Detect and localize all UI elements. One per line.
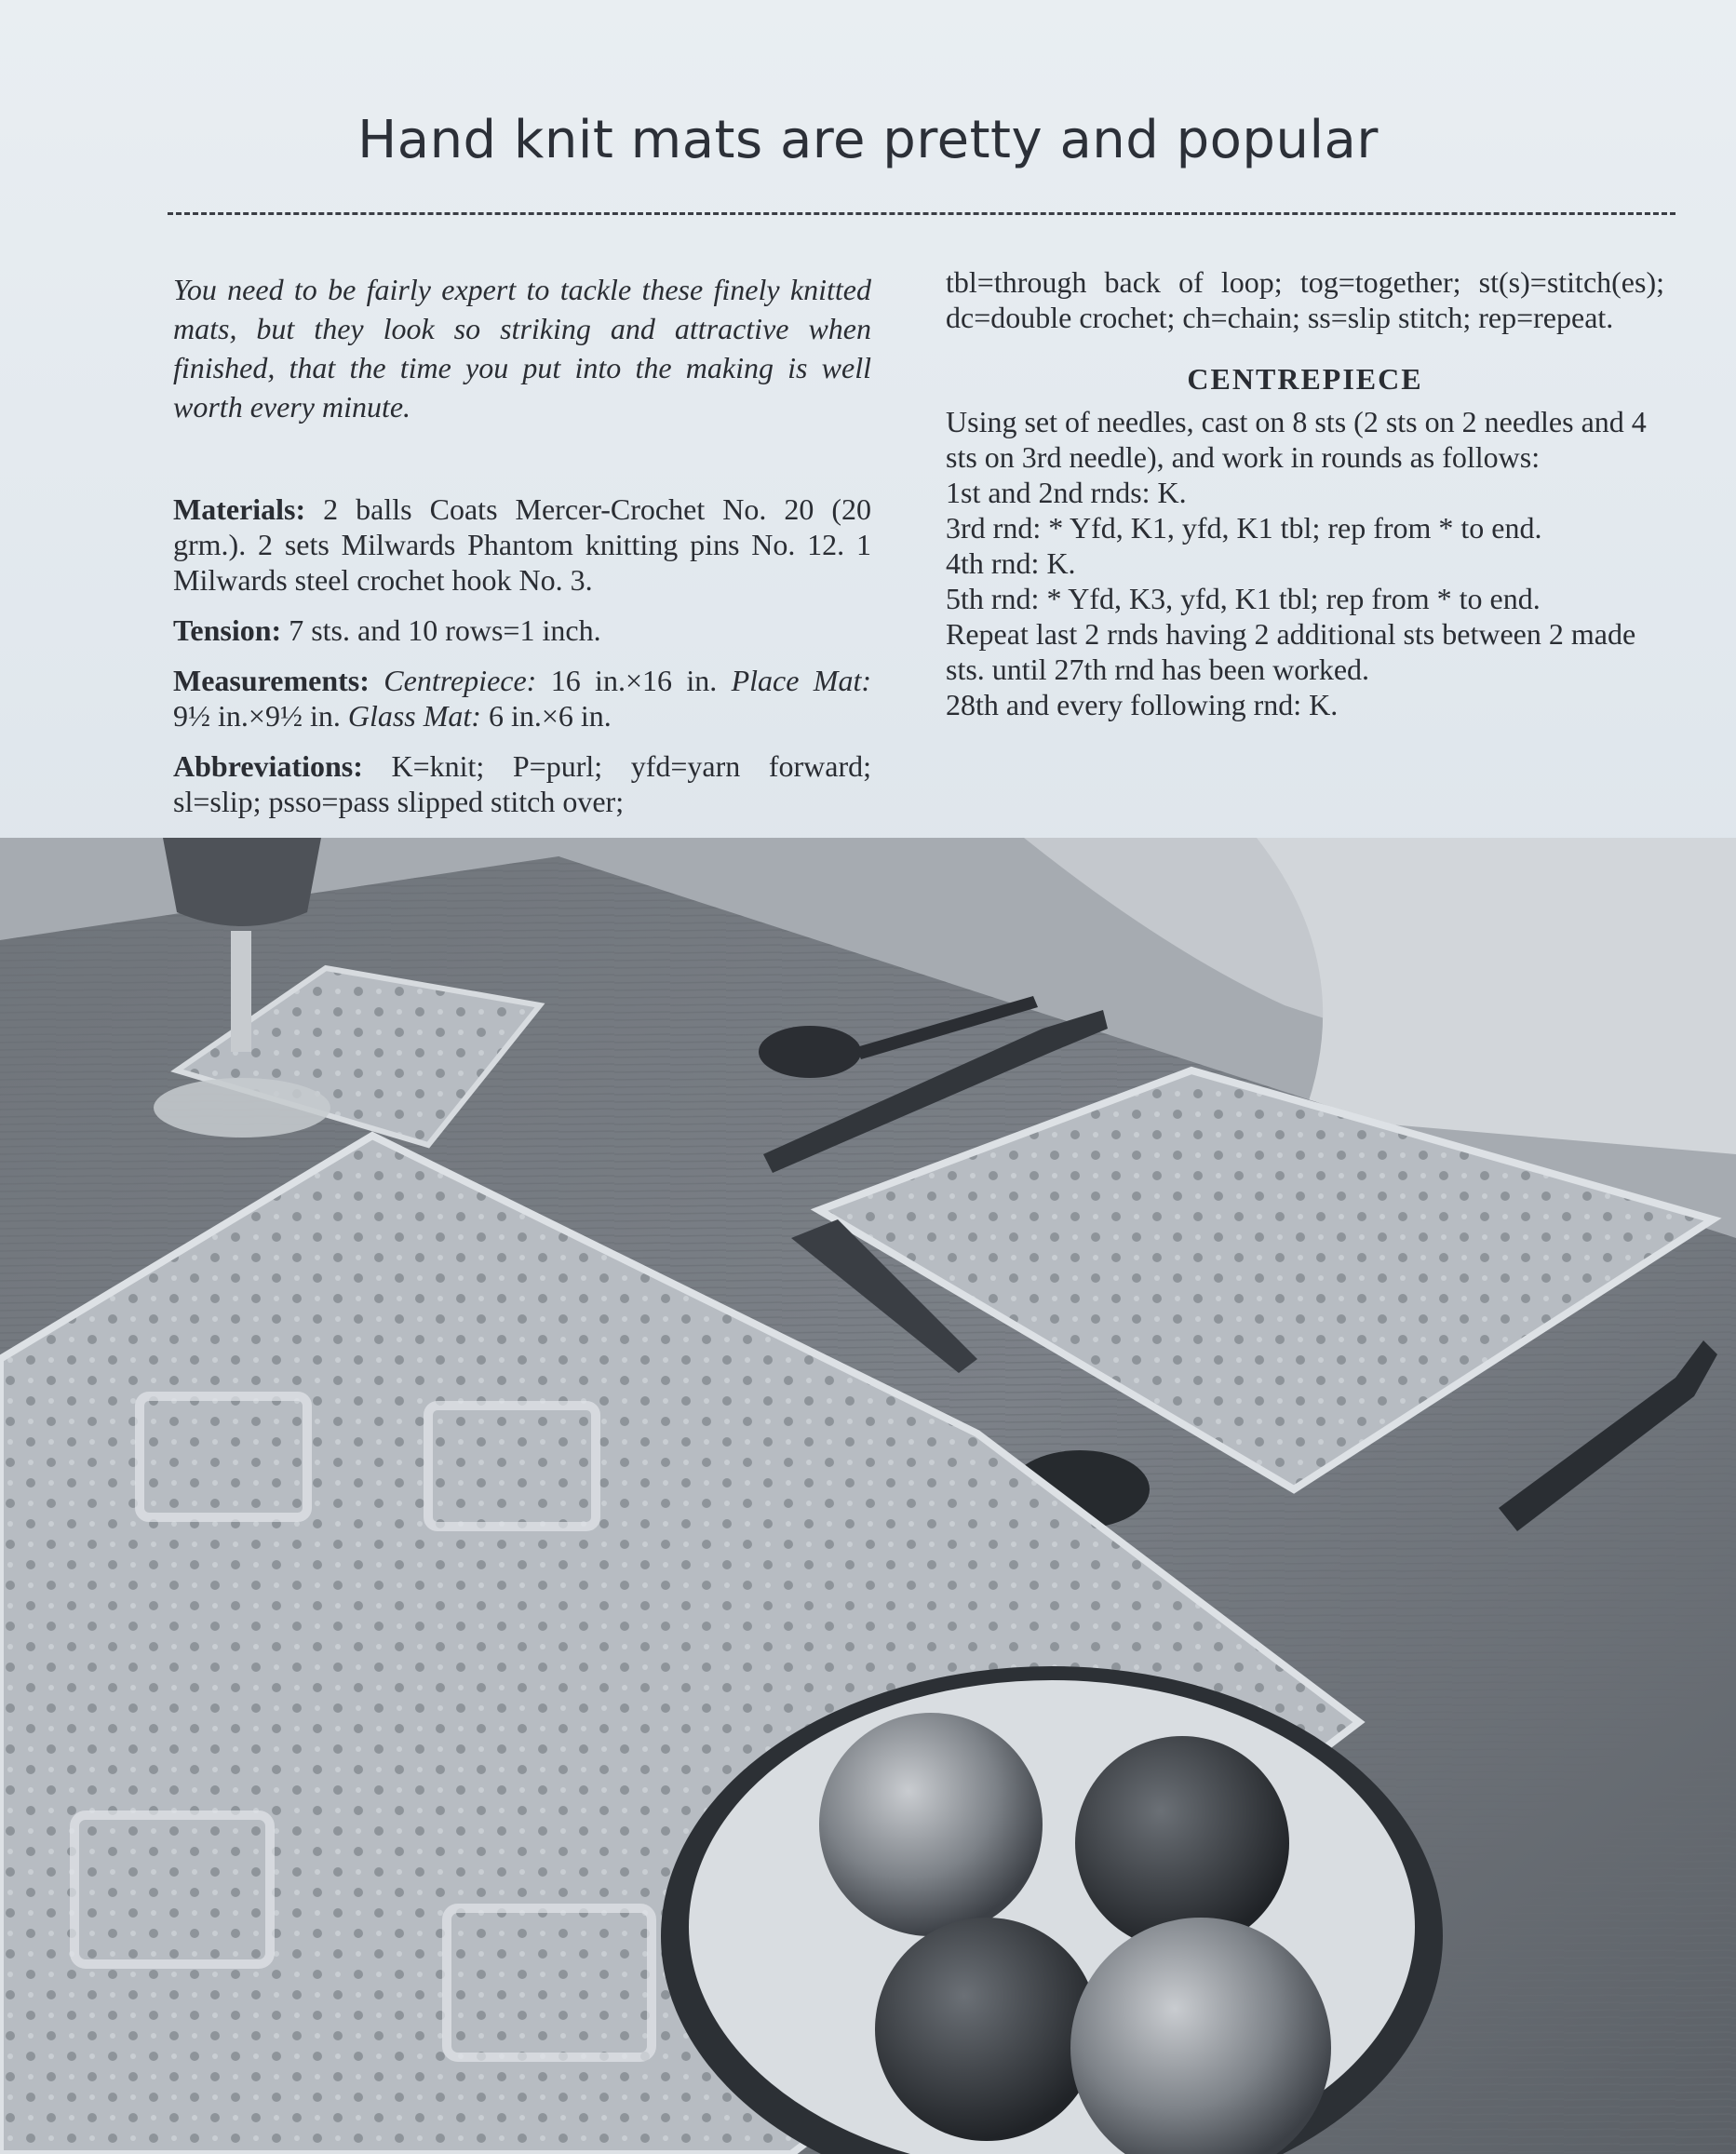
materials-paragraph bbox=[173, 491, 871, 598]
centrepiece-size-value: 16 in.×16 in. bbox=[550, 664, 718, 697]
abbreviations-continued: tbl=through back of loop; tog=together; st(s)=stitch(es); dc=double crochet; ch=chain; ss=slip stitch; rep=repeat. bbox=[946, 265, 1664, 334]
tension-label: Tension: bbox=[173, 613, 282, 647]
place-mat-size-label: Place Mat: bbox=[731, 664, 871, 697]
glass-mat-size-value: 6 in.×6 in. bbox=[488, 699, 612, 733]
place-mat-size-value: 9½ in.×9½ in. bbox=[173, 699, 341, 733]
round-line-4: 5th rnd: * Yfd, K3, yfd, K1 tbl; rep from * to end. bbox=[946, 582, 1541, 615]
abbreviations-paragraph bbox=[173, 748, 871, 819]
round-line-2: 3rd rnd: * Yfd, K1, yfd, K1 tbl; rep from * to end. bbox=[946, 511, 1542, 545]
page-title: Hand knit mats are pretty and popular bbox=[357, 110, 1379, 170]
intro-text: You need to be fairly expert to tackle these finely knitted mats, but they look so striking and attractive when finished, that the time you put into the making is well worth every minute. bbox=[173, 273, 871, 424]
abbreviations-label: Abbreviations: bbox=[173, 749, 363, 783]
right-column bbox=[946, 264, 1664, 722]
round-line-5: Repeat last 2 rnds having 2 additional sts between 2 made sts. until 27th rnd has been worked. bbox=[946, 617, 1636, 686]
dashed-divider bbox=[168, 212, 1675, 215]
round-line-6: 28th and every following rnd: K. bbox=[946, 688, 1339, 721]
measurements-paragraph bbox=[173, 663, 871, 734]
glass-mat-size-label: Glass Mat: bbox=[347, 699, 481, 733]
centrepiece-intro: Using set of needles, cast on 8 sts (2 sts on 2 needles and 4 sts on 3rd needle), and work in rounds as follows: bbox=[946, 405, 1647, 474]
round-line-1: 1st and 2nd rnds: K. bbox=[946, 476, 1187, 509]
tension-paragraph bbox=[173, 613, 871, 648]
centrepiece-heading: CENTREPIECE bbox=[1187, 362, 1423, 396]
abbreviations-text: K=knit; P=purl; yfd=yarn forward; sl=slip; psso=pass slipped stitch over; bbox=[173, 749, 872, 818]
materials-text: 2 balls Coats Mercer-Crochet No. 20 (20 grm.). 2 sets Milwards Phantom knitting pins No. 12. 1 Milwards steel crochet hook No. 3. bbox=[173, 492, 872, 597]
knitted-mats-photo bbox=[0, 838, 1736, 2154]
centrepiece-size-label: Centrepiece: bbox=[384, 664, 537, 697]
left-column bbox=[173, 270, 871, 834]
tension-text: 7 sts. and 10 rows=1 inch. bbox=[289, 613, 601, 647]
materials-label: Materials: bbox=[173, 492, 306, 526]
measurements-label: Measurements: bbox=[173, 664, 370, 697]
round-line-3: 4th rnd: K. bbox=[946, 546, 1076, 580]
